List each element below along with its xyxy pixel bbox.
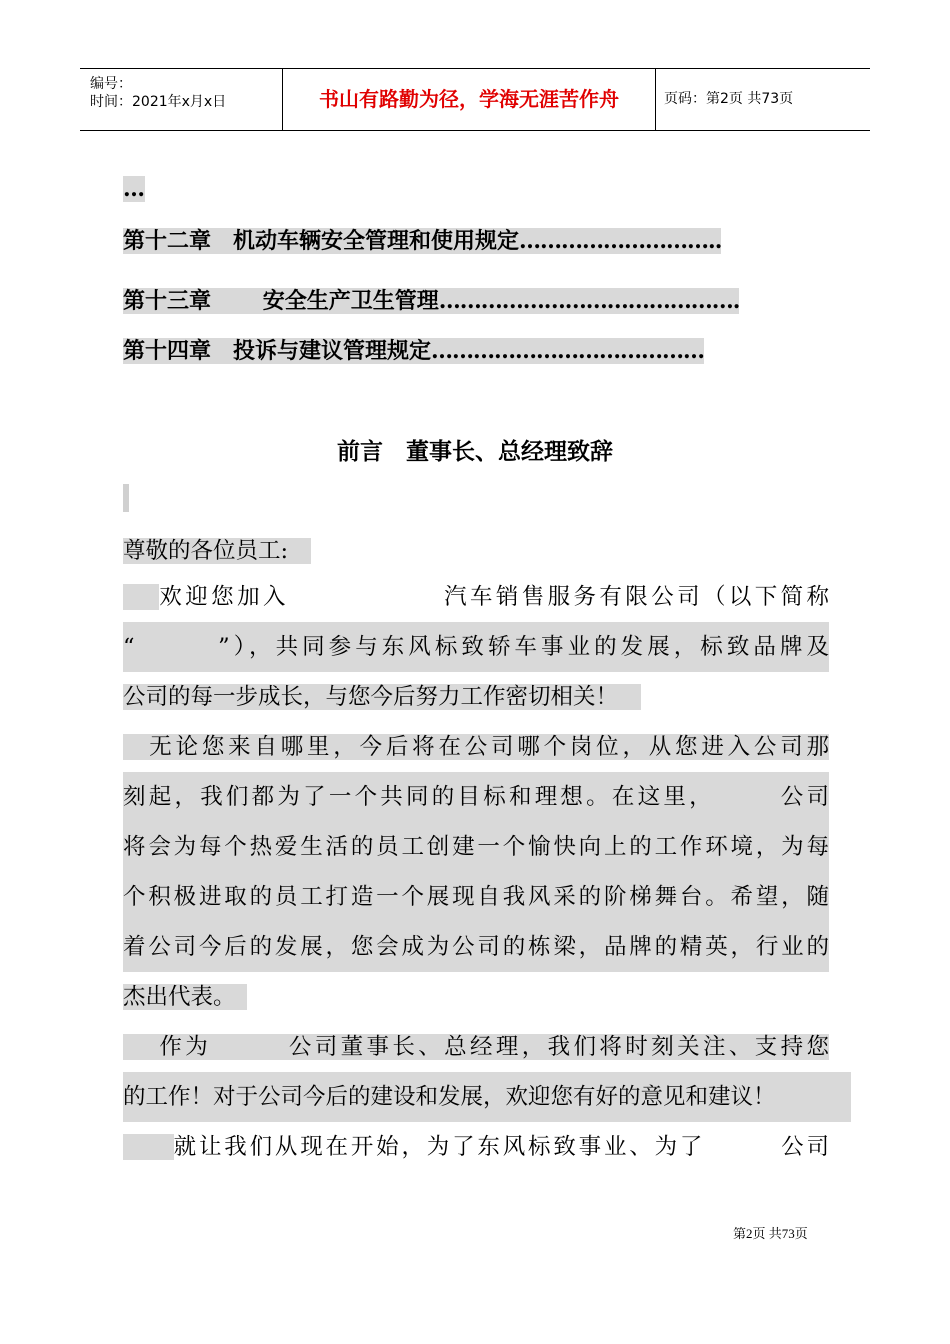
paragraph-line: 个积极进取的员工打造一个展现自我风采的阶梯舞台。希望，随	[123, 872, 829, 922]
toc-dots: …………………………………	[431, 338, 705, 364]
toc-dots: …………………………………….	[438, 288, 740, 314]
header-page-label: 页码：第2页 共73页	[664, 91, 794, 107]
toc-title: 投诉与建议管理规定	[233, 338, 432, 364]
paragraph-line: 杰出代表。	[123, 972, 829, 1022]
toc-chapter: 第十四章	[123, 338, 212, 364]
header-meta	[80, 69, 282, 130]
toc-item[interactable]	[123, 334, 704, 365]
page-footer: 第2页 共73页	[733, 1226, 808, 1241]
toc-continuation: …	[123, 176, 145, 202]
page-header	[80, 68, 870, 131]
paragraph-line: 着公司今后的发展，您会成为公司的栋梁，品牌的精英，行业的	[123, 922, 829, 972]
paragraph-line: “ ”），共同参与东风标致轿车事业的发展，标致品牌及	[123, 622, 829, 672]
toc-title: 机动车辆安全管理和使用规定	[233, 228, 520, 254]
toc-dots: ………………………..	[519, 228, 722, 254]
toc-chapter: 第十三章	[123, 288, 212, 314]
toc-item[interactable]	[123, 284, 739, 315]
paragraph-support	[123, 1022, 851, 1122]
header-motto: 书山有路勤为径，学海无涯苦作舟	[282, 69, 656, 130]
paragraph-line: 作为 公司董事长、总经理，我们将时刻关注、支持您	[123, 1022, 829, 1072]
paragraph-line: 的工作！对于公司今后的建设和发展，欢迎您有好的意见和建议！	[123, 1072, 851, 1122]
paragraph-line: 就让我们从现在开始，为了东风标致事业、为了 公司	[123, 1122, 829, 1172]
toc-title: 安全生产卫生管理	[262, 288, 439, 314]
time-label: 时间：2021年x月x日	[90, 94, 227, 110]
paragraph-line: 将会为每个热爱生活的员工创建一个愉快向上的工作环境，为每	[123, 822, 829, 872]
number-label: 编号：	[90, 76, 132, 92]
paragraph-line: 刻起，我们都为了一个共同的目标和理想。在这里， 公司	[123, 772, 829, 822]
text-cursor-marker	[123, 484, 129, 512]
paragraph-closing	[123, 1122, 829, 1172]
paragraph-line: 公司的每一步成长，与您今后努力工作密切相关！	[123, 672, 829, 722]
greeting: 尊敬的各位员工:	[123, 533, 311, 565]
paragraph-line: 无论您来自哪里，今后将在公司哪个岗位，从您进入公司那	[123, 722, 829, 772]
preface-title: 前言 董事长、总经理致辞	[337, 439, 613, 465]
toc-item[interactable]	[123, 224, 721, 255]
toc-chapter: 第十二章	[123, 228, 212, 254]
paragraph-line: 欢迎您加入 汽车销售服务有限公司（以下简称	[123, 572, 829, 622]
paragraph-welcome	[123, 572, 829, 722]
paragraph-goal	[123, 722, 829, 1022]
